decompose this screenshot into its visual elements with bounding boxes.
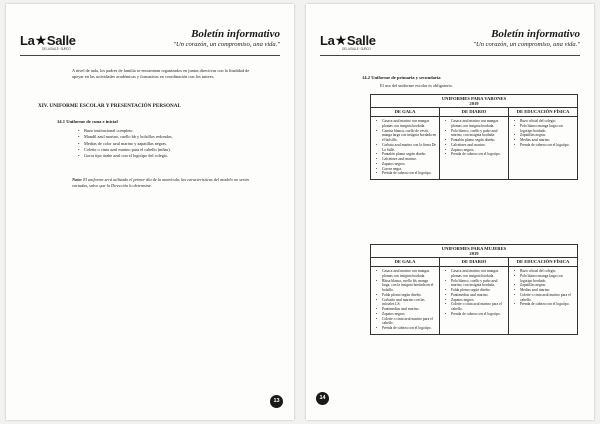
la-salle-logo <box>20 32 76 49</box>
list-item: • Colette o cinta azul marino para el cabello (niñas). <box>84 147 173 153</box>
column-header: DE EDUCACIÓN FÍSICA <box>509 108 577 117</box>
list-item: • Prenda de cabeza con el logotipo. <box>451 312 506 317</box>
list-item: • Polo blanco, cuello y puño azul marino, con insignia bordada. <box>451 129 506 139</box>
table-caption-year: 2019 <box>469 101 479 107</box>
list-item: • Casaca azul marino con mangas plomas con insignia bordada. <box>382 119 437 129</box>
table-cell-gala <box>371 117 440 179</box>
column-header: DE GALA <box>371 258 440 267</box>
table-cell-diario <box>440 267 509 334</box>
page-number-badge: 13 <box>270 395 283 408</box>
list-item: • Zapatillas negras. <box>520 283 575 288</box>
uniform-table-boys <box>370 94 578 180</box>
uniform-table-girls <box>370 244 578 335</box>
list-item: • Calcetines azul marino. <box>382 157 437 162</box>
table-cell-diario <box>440 117 509 179</box>
table-cell-educacion-fisica <box>509 117 577 179</box>
note-text: El uniforme será utilizado el primer día de la matrícula, las características del modelo no serán variadas, salvo que la Dirección lo determine. <box>72 177 249 188</box>
list-item: • Blusa blanca, cuello bb, manga larga, con la insignia bordada en el bolsillo. <box>382 279 437 293</box>
subsection-title: 14.2 Uniforme de primaria y secundaria <box>362 75 441 80</box>
table-cell-educacion-fisica <box>509 267 577 334</box>
list-item: • Camisa blanca, cuello de vestir, manga larga con insignia bordada en el bolsillo. <box>382 129 437 143</box>
list-item: • Prenda de cabeza con el logotipo. <box>382 171 437 176</box>
list-item: • Buzo oficial del colegio. <box>520 269 575 274</box>
list-item: • Polo blanco manga larga con logotipo bordado. <box>520 124 575 134</box>
column-header: DE GALA <box>371 108 440 117</box>
page-14 <box>306 4 594 420</box>
list-item: • Pantimedias azul marino. <box>382 307 437 312</box>
list-item: • Prenda de cabeza con el logotipo. <box>451 152 506 157</box>
note-paragraph <box>72 177 262 189</box>
subsection-note: El uso del uniforme escolar es obligatorio. <box>380 83 453 88</box>
logo-text-salle: Salle <box>46 33 76 48</box>
list-item: • Pantimedias azul marino. <box>451 293 506 298</box>
table-caption <box>371 245 577 258</box>
page-number-badge: 14 <box>316 392 329 405</box>
list-item: • Gorra tipo árabe azul con el logotipo del colegio. <box>84 153 173 159</box>
table-caption-title: UNIFORMES PARA VARONES <box>441 96 507 101</box>
list-item: • Prenda de cabeza con el logotipo. <box>520 302 575 307</box>
list-item: • Medias azul marino. <box>520 288 575 293</box>
column-header: DE EDUCACIÓN FÍSICA <box>509 258 577 267</box>
list-item: • Corbatín azul marino con las iniciales LS. <box>382 298 437 308</box>
list-item: • Zapatos negros. <box>451 148 506 153</box>
list-item: • Medias azul marino. <box>520 138 575 143</box>
page-header <box>320 28 580 56</box>
list-item: • Calcetines azul marino. <box>451 143 506 148</box>
table-header-row <box>371 258 577 267</box>
table-row <box>371 267 577 334</box>
column-header: DE DIARIO <box>440 258 509 267</box>
list-item: • Casaca azul marino con mangas plomas con insignia bordada. <box>382 269 437 279</box>
list-item: • Casaca azul marino con mangas plomas con insignia bordada. <box>451 119 506 129</box>
uniform-list <box>84 128 173 159</box>
list-item: • Polo blanco, cuello y puño azul marino, con insignia bordada. <box>451 279 506 289</box>
list-item: • Buzo oficial del colegio. <box>520 119 575 124</box>
table-caption <box>371 95 577 108</box>
table-caption-year: 2019 <box>469 251 479 257</box>
list-item: • Zapatos negros. <box>382 312 437 317</box>
section-title: XIV. UNIFORME ESCOLAR Y PRESENTACIÓN PERSONAL <box>38 103 181 109</box>
list-item: • Correa negra. <box>382 167 437 172</box>
star-icon: ★ <box>34 32 47 48</box>
list-item: • Casaca azul marino con mangas plomas con insignia bordada. <box>451 269 506 279</box>
table-row <box>371 117 577 179</box>
logo-text-la: La <box>20 33 35 48</box>
header-title-block <box>473 28 580 48</box>
list-item: • Corbata azul marino con la firma De La Salle. <box>382 143 437 153</box>
logo-tagline: DE LA SALLE · SURCO <box>42 47 71 51</box>
list-item: • Zapatillas negras. <box>520 133 575 138</box>
star-icon: ★ <box>334 32 347 48</box>
page-header <box>20 28 280 56</box>
subsection-title: 14.1 Uniforme de cuna e inicial <box>57 119 118 124</box>
list-item: • Colette o cinta azul marino para el cabello. <box>451 302 506 312</box>
list-item: • Falda plomo según diseño. <box>451 288 506 293</box>
list-item: • Prenda de cabeza con el logotipo. <box>382 326 437 331</box>
la-salle-logo <box>320 32 376 49</box>
header-title-block <box>173 28 280 48</box>
bulletin-motto: "Un corazón, un compromiso, una vida." <box>173 41 280 48</box>
list-item: • Medias de color azul marino y zapatillas negras. <box>84 141 173 147</box>
page-13 <box>6 4 294 420</box>
table-cell-gala <box>371 267 440 334</box>
note-label: Nota: <box>72 177 83 182</box>
column-header: DE DIARIO <box>440 108 509 117</box>
logo-text-salle: Salle <box>346 33 376 48</box>
intro-paragraph: A nivel de aula, los padres de familia se encuentran organizados en juntas directivas con la finalidad de apoyar en las actividades académicas y formativas en coordinación con los tutores. <box>72 68 250 79</box>
list-item: • Buzo institucional completo. <box>84 128 173 134</box>
logo-tagline: DE LA SALLE · SURCO <box>342 47 371 51</box>
bulletin-motto: "Un corazón, un compromiso, una vida." <box>473 41 580 48</box>
list-item: • Mandil azul marino, cuello bb y bolsillos redondos. <box>84 134 173 140</box>
list-item: • Zapatos negros. <box>451 298 506 303</box>
list-item: • Pantalón plomo según diseño. <box>451 138 506 143</box>
list-item: • Prenda de cabeza con el logotipo. <box>520 143 575 148</box>
logo-text-la: La <box>320 33 335 48</box>
bulletin-title: Boletín informativo <box>491 28 580 40</box>
bulletin-title: Boletín informativo <box>191 28 280 40</box>
list-item: • Falda plomo según diseño. <box>382 293 437 298</box>
list-item: • Colette o cinta azul marino para el cabello. <box>382 317 437 327</box>
table-caption-title: UNIFORMES PARA MUJERES <box>441 246 507 251</box>
list-item: • Polo blanco manga larga con logotipo bordado. <box>520 274 575 284</box>
list-item: • Colette o cinta azul marino para el cabello. <box>520 293 575 303</box>
table-header-row <box>371 108 577 117</box>
list-item: • Pantalón plomo según diseño. <box>382 152 437 157</box>
list-item: • Zapatos negros. <box>382 162 437 167</box>
